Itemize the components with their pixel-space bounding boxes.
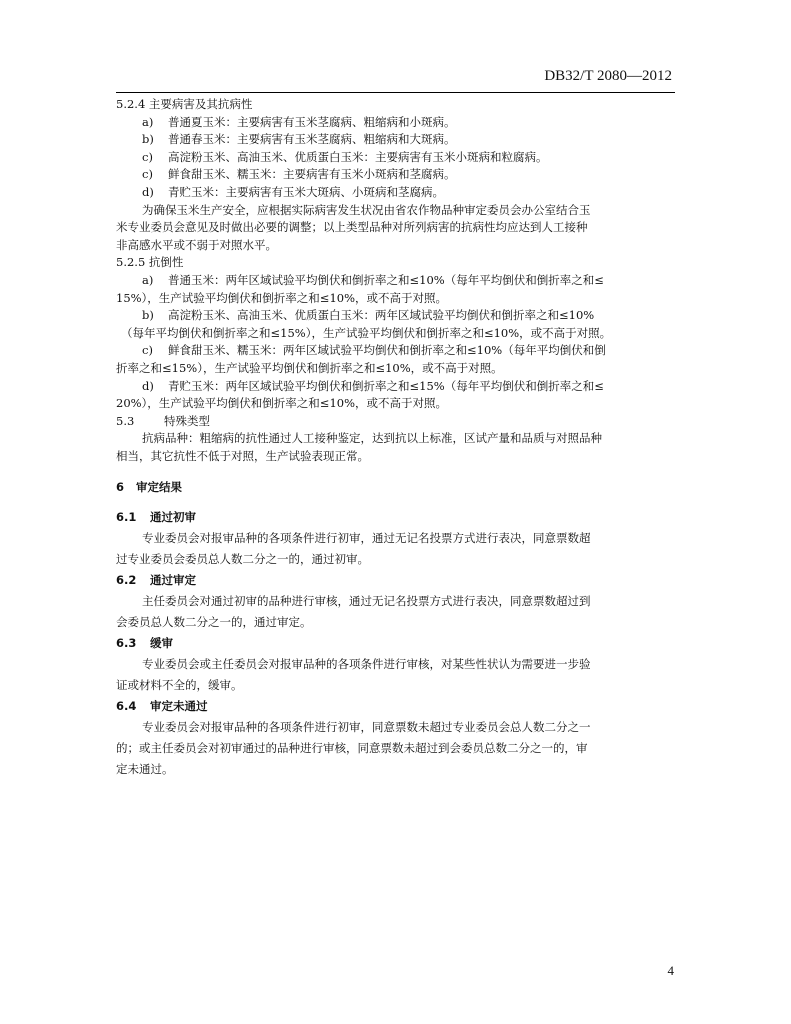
list-item-continued: 15%），生产试验平均倒伏和倒折率之和≤10%，或不高于对照。	[116, 290, 448, 305]
page-number: 4	[667, 963, 674, 978]
list-item: d) 青贮玉米：两年区域试验平均倒伏和倒折率之和≤15%（每年平均倒伏和倒折率之和≤	[142, 378, 604, 393]
paragraph-line: 米专业委员会意见及时做出必要的调整；以上类型品种对所列病害的抗病性均应达到人工接种	[116, 220, 588, 235]
paragraph-line: 专业委员会对报审品种的各项条件进行初审，通过无记名投票方式进行表决，同意票数超	[142, 531, 591, 546]
list-item: c) 鲜食甜玉米、糯玉米：主要病害有玉米小斑病和茎腐病。	[142, 167, 456, 182]
list-item: d) 青贮玉米：主要病害有玉米大斑病、小斑病和茎腐病。	[142, 184, 444, 199]
section-heading-5-2-4: 5.2.4 主要病害及其抗病性	[116, 97, 253, 111]
list-item: b) 高淀粉玉米、高油玉米、优质蛋白玉米：两年区域试验平均倒伏和倒折率之和≤10%	[142, 308, 595, 323]
paragraph-line: 证或材料不全的，缓审。	[116, 678, 243, 693]
paragraph-line: 专业委员会或主任委员会对报审品种的各项条件进行审核，对某些性状认为需要进一步验	[142, 657, 591, 672]
list-item-continued: （每年平均倒伏和倒折率之和≤15%），生产试验平均倒伏和倒折率之和≤10%，或不高于对照。	[121, 325, 612, 340]
list-item-continued: 折率之和≤15%），生产试验平均倒伏和倒折率之和≤10%，或不高于对照。	[116, 360, 503, 375]
list-item: b) 普通春玉米：主要病害有玉米茎腐病、粗缩病和大斑病。	[142, 132, 456, 147]
list-item: a) 普通玉米：两年区域试验平均倒伏和倒折率之和≤10%（每年平均倒伏和倒折率之和≤	[142, 272, 604, 287]
spacer	[116, 465, 675, 477]
paragraph-line: 相当，其它抗性不低于对照，生产试验表现正常。	[116, 448, 369, 463]
section-heading-6-3: 6.3 缓审	[116, 636, 173, 651]
document-code: DB32/T 2080—2012	[544, 68, 672, 84]
list-item: a) 普通夏玉米：主要病害有玉米茎腐病、粗缩病和小斑病。	[142, 114, 456, 129]
paragraph-line: 过专业委员会委员总人数二分之一的，通过初审。	[116, 552, 369, 567]
section-heading-5-2-5: 5.2.5 抗倒性	[116, 255, 184, 270]
list-item: c) 高淀粉玉米、高油玉米、优质蛋白玉米：主要病害有玉米小斑病和粒腐病。	[142, 149, 548, 164]
paragraph-line: 会委员总人数二分之一的，通过审定。	[116, 615, 312, 630]
paragraph-line: 的；或主任委员会对初审通过的品种进行审核，同意票数未超过到会委员总数二分之一的，审	[116, 741, 588, 756]
document-body	[116, 96, 675, 780]
chapter-heading-6: 6 审定结果	[116, 480, 182, 495]
paragraph-line: 为确保玉米生产安全，应根据实际病害发生状况由省农作物品种审定委员会办公室结合玉	[142, 202, 591, 217]
paragraph-line: 非高感水平或不弱于对照水平。	[116, 237, 277, 252]
list-item: c) 鲜食甜玉米、糯玉米：两年区域试验平均倒伏和倒折率之和≤10%（每年平均倒伏和倒	[142, 343, 606, 358]
list-item-continued: 20%），生产试验平均倒伏和倒折率之和≤10%，或不高于对照。	[116, 396, 448, 411]
paragraph-line: 抗病品种：粗缩病的抗性通过人工接种鉴定，达到抗以上标准，区试产量和品质与对照品种	[142, 431, 602, 446]
section-heading-5-3: 5.3 特殊类型	[116, 413, 210, 428]
section-heading-6-1: 6.1 通过初审	[116, 510, 196, 525]
section-heading-6-2: 6.2 通过审定	[116, 573, 196, 588]
section-heading-6-4: 6.4 审定未通过	[116, 699, 208, 714]
spacer	[116, 498, 675, 507]
paragraph-line: 主任委员会对通过初审的品种进行审核，通过无记名投票方式进行表决，同意票数超过到	[142, 594, 591, 609]
paragraph-line: 专业委员会对报审品种的各项条件进行初审，同意票数未超过专业委员会总人数二分之一	[142, 720, 591, 735]
paragraph-line: 定未通过。	[116, 762, 174, 777]
header-rule	[116, 92, 675, 93]
